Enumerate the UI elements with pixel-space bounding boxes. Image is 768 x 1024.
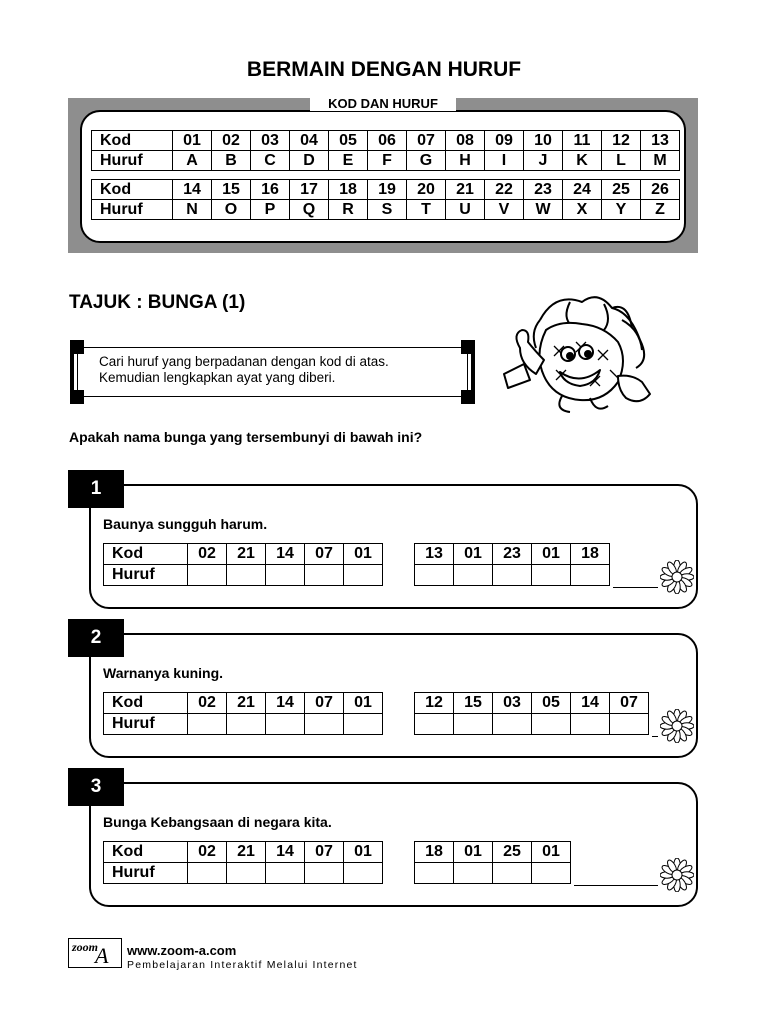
answer-cell[interactable]	[188, 714, 227, 735]
code-cell: 01	[454, 544, 493, 565]
exercise-number: 1	[68, 470, 124, 508]
code-cell: 03	[493, 693, 532, 714]
answer-cell[interactable]	[266, 863, 305, 884]
code-cell: 14	[266, 842, 305, 863]
kod-label: Kod	[92, 180, 173, 200]
letter-cell: J	[524, 151, 563, 171]
code-cell: 18	[415, 842, 454, 863]
exercise-number: 2	[68, 619, 124, 657]
letter-cell: D	[290, 151, 329, 171]
letter-cell: I	[485, 151, 524, 171]
letter-cell: X	[563, 200, 602, 220]
letter-cell: C	[251, 151, 290, 171]
letter-cell: N	[173, 200, 212, 220]
letter-cell: V	[485, 200, 524, 220]
answer-cell[interactable]	[305, 863, 344, 884]
answer-cell[interactable]	[610, 714, 649, 735]
letter-cell: Q	[290, 200, 329, 220]
letter-cell: K	[563, 151, 602, 171]
letter-cell: M	[641, 151, 680, 171]
answer-cell[interactable]	[493, 714, 532, 735]
word-table-2	[414, 543, 610, 586]
answer-cell[interactable]	[266, 565, 305, 586]
answer-cell[interactable]	[344, 714, 383, 735]
code-cell: 09	[485, 131, 524, 151]
code-cell: 01	[532, 544, 571, 565]
code-cell: 17	[290, 180, 329, 200]
answer-cell[interactable]	[571, 714, 610, 735]
answer-cell[interactable]	[454, 863, 493, 884]
answer-cell[interactable]	[415, 714, 454, 735]
answer-line[interactable]	[574, 885, 658, 886]
logo-text: zoom	[72, 940, 99, 954]
word-table-1	[103, 543, 383, 586]
code-cell: 07	[407, 131, 446, 151]
kod-label: Kod	[92, 131, 173, 151]
website-url: www.zoom-a.com	[127, 943, 237, 958]
logo-mark: A	[95, 943, 109, 968]
code-cell: 07	[610, 693, 649, 714]
kod-label: Kod	[104, 693, 188, 714]
answer-cell[interactable]	[344, 863, 383, 884]
letter-cell: R	[329, 200, 368, 220]
letter-cell: P	[251, 200, 290, 220]
instruction-line-1: Cari huruf yang berpadanan dengan kod di atas.	[99, 354, 389, 369]
frame-bar	[70, 340, 74, 404]
code-cell: 04	[290, 131, 329, 151]
key-panel-label: KOD DAN HURUF	[310, 97, 456, 111]
exercise-sentence: Warnanya kuning.	[103, 665, 224, 681]
code-cell: 10	[524, 131, 563, 151]
code-cell: 01	[454, 842, 493, 863]
topic-heading: TAJUK : BUNGA (1)	[69, 292, 246, 313]
word-table-1	[103, 692, 383, 735]
code-cell: 25	[602, 180, 641, 200]
code-cell: 23	[524, 180, 563, 200]
code-cell: 12	[602, 131, 641, 151]
code-cell: 18	[329, 180, 368, 200]
flower-icon	[660, 560, 694, 594]
answer-cell[interactable]	[188, 863, 227, 884]
letter-cell: Y	[602, 200, 641, 220]
word-table-2	[414, 841, 571, 884]
code-cell: 01	[344, 842, 383, 863]
code-cell: 16	[251, 180, 290, 200]
code-cell: 14	[266, 544, 305, 565]
code-cell: 25	[493, 842, 532, 863]
code-cell: 23	[493, 544, 532, 565]
code-key-table-2	[91, 179, 680, 220]
letter-cell: G	[407, 151, 446, 171]
letter-cell: A	[173, 151, 212, 171]
letter-cell: O	[212, 200, 251, 220]
answer-cell[interactable]	[227, 565, 266, 586]
instruction-line-2: Kemudian lengkapkan ayat yang diberi.	[99, 370, 336, 385]
code-cell: 07	[305, 693, 344, 714]
code-cell: 21	[227, 842, 266, 863]
letter-cell: B	[212, 151, 251, 171]
answer-cell[interactable]	[188, 565, 227, 586]
answer-line[interactable]	[613, 587, 658, 588]
code-key-table-1	[91, 130, 680, 171]
answer-cell[interactable]	[227, 714, 266, 735]
instruction-text	[99, 354, 389, 386]
answer-cell[interactable]	[532, 863, 571, 884]
code-cell: 03	[251, 131, 290, 151]
answer-cell[interactable]	[305, 565, 344, 586]
letter-cell: F	[368, 151, 407, 171]
letter-cell: S	[368, 200, 407, 220]
huruf-label: Huruf	[92, 151, 173, 171]
word-table-1	[103, 841, 383, 884]
answer-cell[interactable]	[532, 565, 571, 586]
code-cell: 01	[344, 544, 383, 565]
flower-icon	[660, 858, 694, 892]
code-cell: 02	[188, 693, 227, 714]
code-cell: 21	[446, 180, 485, 200]
page-title: BERMAIN DENGAN HURUF	[246, 58, 522, 81]
code-cell: 26	[641, 180, 680, 200]
answer-line[interactable]	[652, 736, 658, 737]
frame-bar	[471, 340, 475, 404]
code-cell: 20	[407, 180, 446, 200]
code-cell: 21	[227, 693, 266, 714]
flower-icon	[660, 709, 694, 743]
exercise-number: 3	[68, 768, 124, 806]
zoom-a-logo	[68, 938, 122, 968]
code-cell: 21	[227, 544, 266, 565]
exercise-sentence: Bunga Kebangsaan di negara kita.	[103, 814, 332, 830]
code-cell: 24	[563, 180, 602, 200]
code-cell: 12	[415, 693, 454, 714]
huruf-label: Huruf	[104, 565, 188, 586]
code-cell: 13	[641, 131, 680, 151]
code-cell: 02	[188, 842, 227, 863]
letter-cell: L	[602, 151, 641, 171]
code-cell: 02	[212, 131, 251, 151]
code-cell: 05	[329, 131, 368, 151]
letter-cell: H	[446, 151, 485, 171]
huruf-label: Huruf	[104, 714, 188, 735]
word-table-2	[414, 692, 649, 735]
code-cell: 06	[368, 131, 407, 151]
flower-mascot-illustration	[500, 290, 660, 420]
answer-cell[interactable]	[266, 714, 305, 735]
letter-cell: U	[446, 200, 485, 220]
code-cell: 08	[446, 131, 485, 151]
code-cell: 05	[532, 693, 571, 714]
code-cell: 14	[266, 693, 305, 714]
instruction-box	[70, 340, 475, 404]
code-cell: 11	[563, 131, 602, 151]
code-cell: 02	[188, 544, 227, 565]
code-cell: 19	[368, 180, 407, 200]
code-cell: 13	[415, 544, 454, 565]
code-cell: 15	[454, 693, 493, 714]
answer-cell[interactable]	[571, 565, 610, 586]
answer-cell[interactable]	[415, 565, 454, 586]
answer-cell[interactable]	[305, 714, 344, 735]
letter-cell: T	[407, 200, 446, 220]
answer-cell[interactable]	[454, 565, 493, 586]
code-cell: 22	[485, 180, 524, 200]
question-text: Apakah nama bunga yang tersembunyi di bawah ini?	[69, 429, 423, 445]
answer-cell[interactable]	[493, 863, 532, 884]
code-cell: 07	[305, 544, 344, 565]
code-cell: 07	[305, 842, 344, 863]
answer-cell[interactable]	[493, 565, 532, 586]
letter-cell: W	[524, 200, 563, 220]
code-cell: 14	[173, 180, 212, 200]
code-cell: 01	[173, 131, 212, 151]
answer-cell[interactable]	[454, 714, 493, 735]
code-cell: 15	[212, 180, 251, 200]
huruf-label: Huruf	[92, 200, 173, 220]
huruf-label: Huruf	[104, 863, 188, 884]
kod-label: Kod	[104, 544, 188, 565]
answer-cell[interactable]	[227, 863, 266, 884]
letter-cell: Z	[641, 200, 680, 220]
exercise-sentence: Baunya sungguh harum.	[103, 516, 268, 532]
letter-cell: E	[329, 151, 368, 171]
answer-cell[interactable]	[415, 863, 454, 884]
footer-tagline: Pembelajaran Interaktif Melalui Internet	[127, 959, 358, 971]
code-cell: 01	[532, 842, 571, 863]
answer-cell[interactable]	[532, 714, 571, 735]
code-cell: 18	[571, 544, 610, 565]
kod-label: Kod	[104, 842, 188, 863]
code-cell: 14	[571, 693, 610, 714]
answer-cell[interactable]	[344, 565, 383, 586]
code-cell: 01	[344, 693, 383, 714]
